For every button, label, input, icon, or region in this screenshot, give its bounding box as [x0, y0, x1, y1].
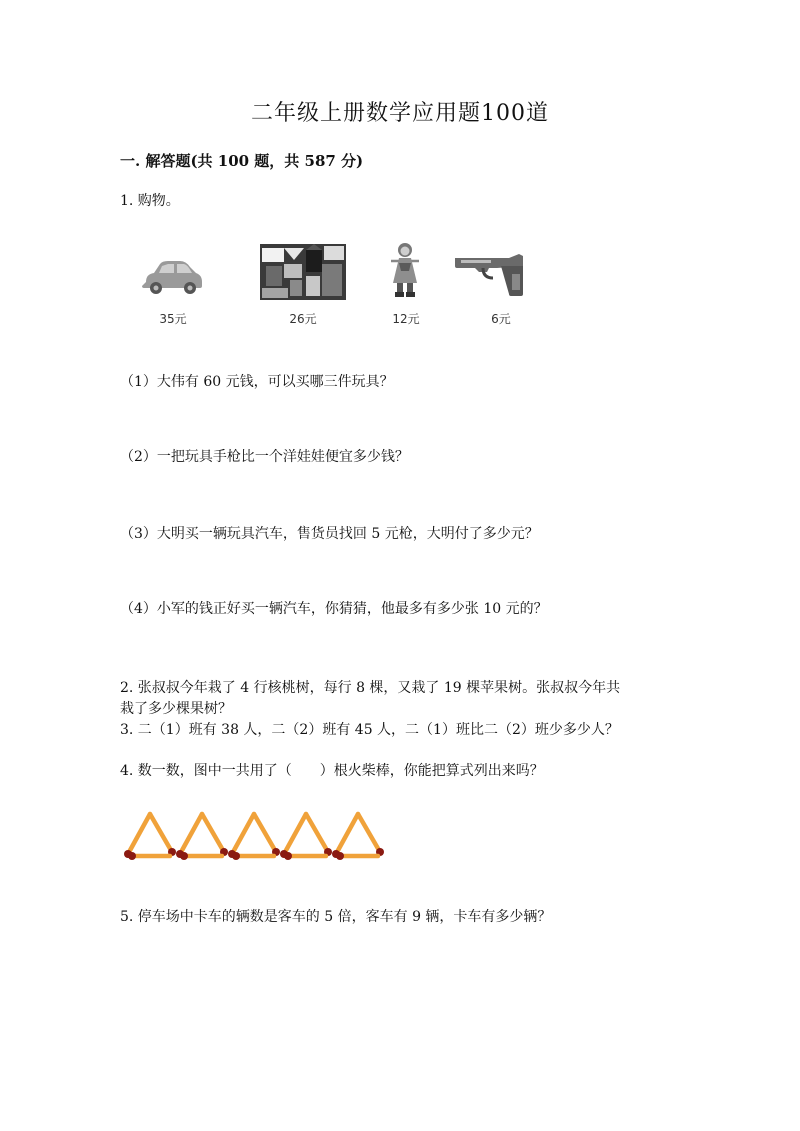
matchstick [306, 814, 328, 852]
price-gun: 6元 [491, 312, 511, 326]
matchstick [254, 814, 276, 852]
match-head [128, 852, 136, 860]
toy-gun-icon [453, 252, 525, 298]
matchstick [150, 814, 172, 852]
question-1-sub-3: （3）大明买一辆玩具汽车，售货员找回 5 元枪，大明付了多少元？ [120, 526, 539, 542]
question-1-sub-4: （4）小军的钱正好买一辆汽车，你猜猜，他最多有多少张 10 元的？ [120, 601, 548, 617]
question-5: 5. 停车场中卡车的辆数是客车的 5 倍，客车有 9 辆，卡车有多少辆？ [120, 909, 552, 925]
matchstick [284, 814, 306, 854]
price-blocks: 26元 [289, 312, 317, 326]
question-1-sub-2: （2）一把玩具手枪比一个洋娃娃便宜多少钱？ [120, 449, 409, 465]
matchstick [358, 814, 380, 852]
section-heading: 一. 解答题(共 100 题，共 587 分) [120, 152, 364, 170]
matchstick [336, 814, 358, 854]
match-head [336, 852, 344, 860]
price-doll: 12元 [392, 312, 420, 326]
matchstick [180, 814, 202, 854]
matchstick [128, 814, 150, 854]
question-4: 4. 数一数，图中一共用了（ ）根火柴棒，你能把算式列出来吗？ [120, 763, 544, 779]
match-head [180, 852, 188, 860]
question-1-sub-1: （1）大伟有 60 元钱，可以买哪三件玩具？ [120, 374, 394, 390]
question-2-line-1: 2. 张叔叔今年栽了 4 行核桃树，每行 8 棵，又栽了 19 棵苹果树。张叔叔今年共 [120, 680, 621, 696]
match-head [284, 852, 292, 860]
match-head [232, 852, 240, 860]
castle-blocks-icon [260, 244, 346, 300]
question-3: 3. 二（1）班有 38 人，二（2）班有 45 人，二（1）班比二（2）班少多少人？ [120, 722, 619, 738]
page-title: 二年级上册数学应用题100道 [251, 101, 549, 126]
question-2-line-2: 栽了多少棵果树？ [120, 701, 232, 717]
doll-icon [385, 241, 425, 299]
price-car: 35元 [159, 312, 187, 326]
car-icon [140, 258, 204, 296]
question-1: 1. 购物。 [120, 193, 180, 209]
matchstick [202, 814, 224, 852]
matchstick [232, 814, 254, 854]
matchstick-triangles [120, 808, 400, 864]
